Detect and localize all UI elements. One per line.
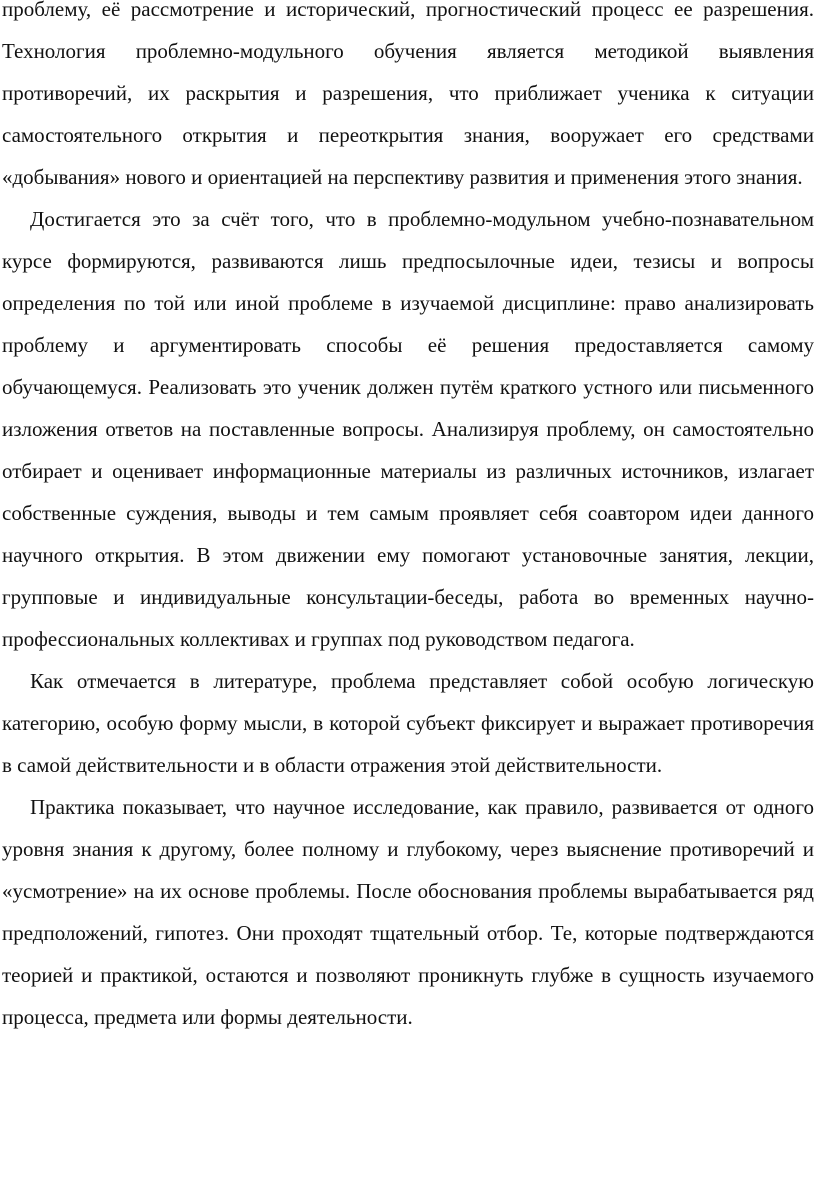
paragraph-2: Достигается это за счёт того, что в проблемно-модульном учебно-познавательном курсе формируются, развиваются лишь предпосылочные идеи, тезисы и вопросы определения по той или иной проблеме в изучаемой дисциплине: право анализировать проблему и аргументировать способы её решения предоставляется самому обучающемуся. Реализовать это ученик должен путём краткого устного или письменного изложения ответов на поставленные вопросы. Анализируя проблему, он самостоятельно отбирает и оценивает информационные материалы из различных источников, излагает собственные суждения, выводы и тем самым проявляет себя соавтором идеи данного научного открытия. В этом движении ему помогают установочные занятия, лекции, групповые и индивидуальные консультации-беседы, работа во временных научно-профессиональных коллективах и группах под руководством педагога. [2, 207, 814, 651]
paragraph-3: Как отмечается в литературе, проблема представляет собой особую логическую категорию, особую форму мысли, в которой субъект фиксирует и выражает противоречия в самой действительности и в области отражения этой действительности. [2, 669, 814, 777]
paragraph-1: проблему, её рассмотрение и исторический, прогностический процесс ее разрешения. Технология проблемно-модульного обучения является методикой выявления противоречий, их раскрытия и разрешения, что приближает ученика к ситуации самостоятельного открытия и переоткрытия знания, вооружает его средствами «добывания» нового и ориентацией на перспективу развития и применения этого знания. [2, 0, 814, 189]
paragraph-4: Практика показывает, что научное исследование, как правило, развивается от одного уровня знания к другому, более полному и глубокому, через выяснение противоречий и «усмотрение» на их основе проблемы. После обоснования проблемы вырабатывается ряд предположений, гипотез. Они проходят тщательный отбор. Те, которые подтверждаются теорией и практикой, остаются и позволяют проникнуть глубже в сущность изучаемого процесса, предмета или формы деятельности. [2, 795, 814, 1029]
